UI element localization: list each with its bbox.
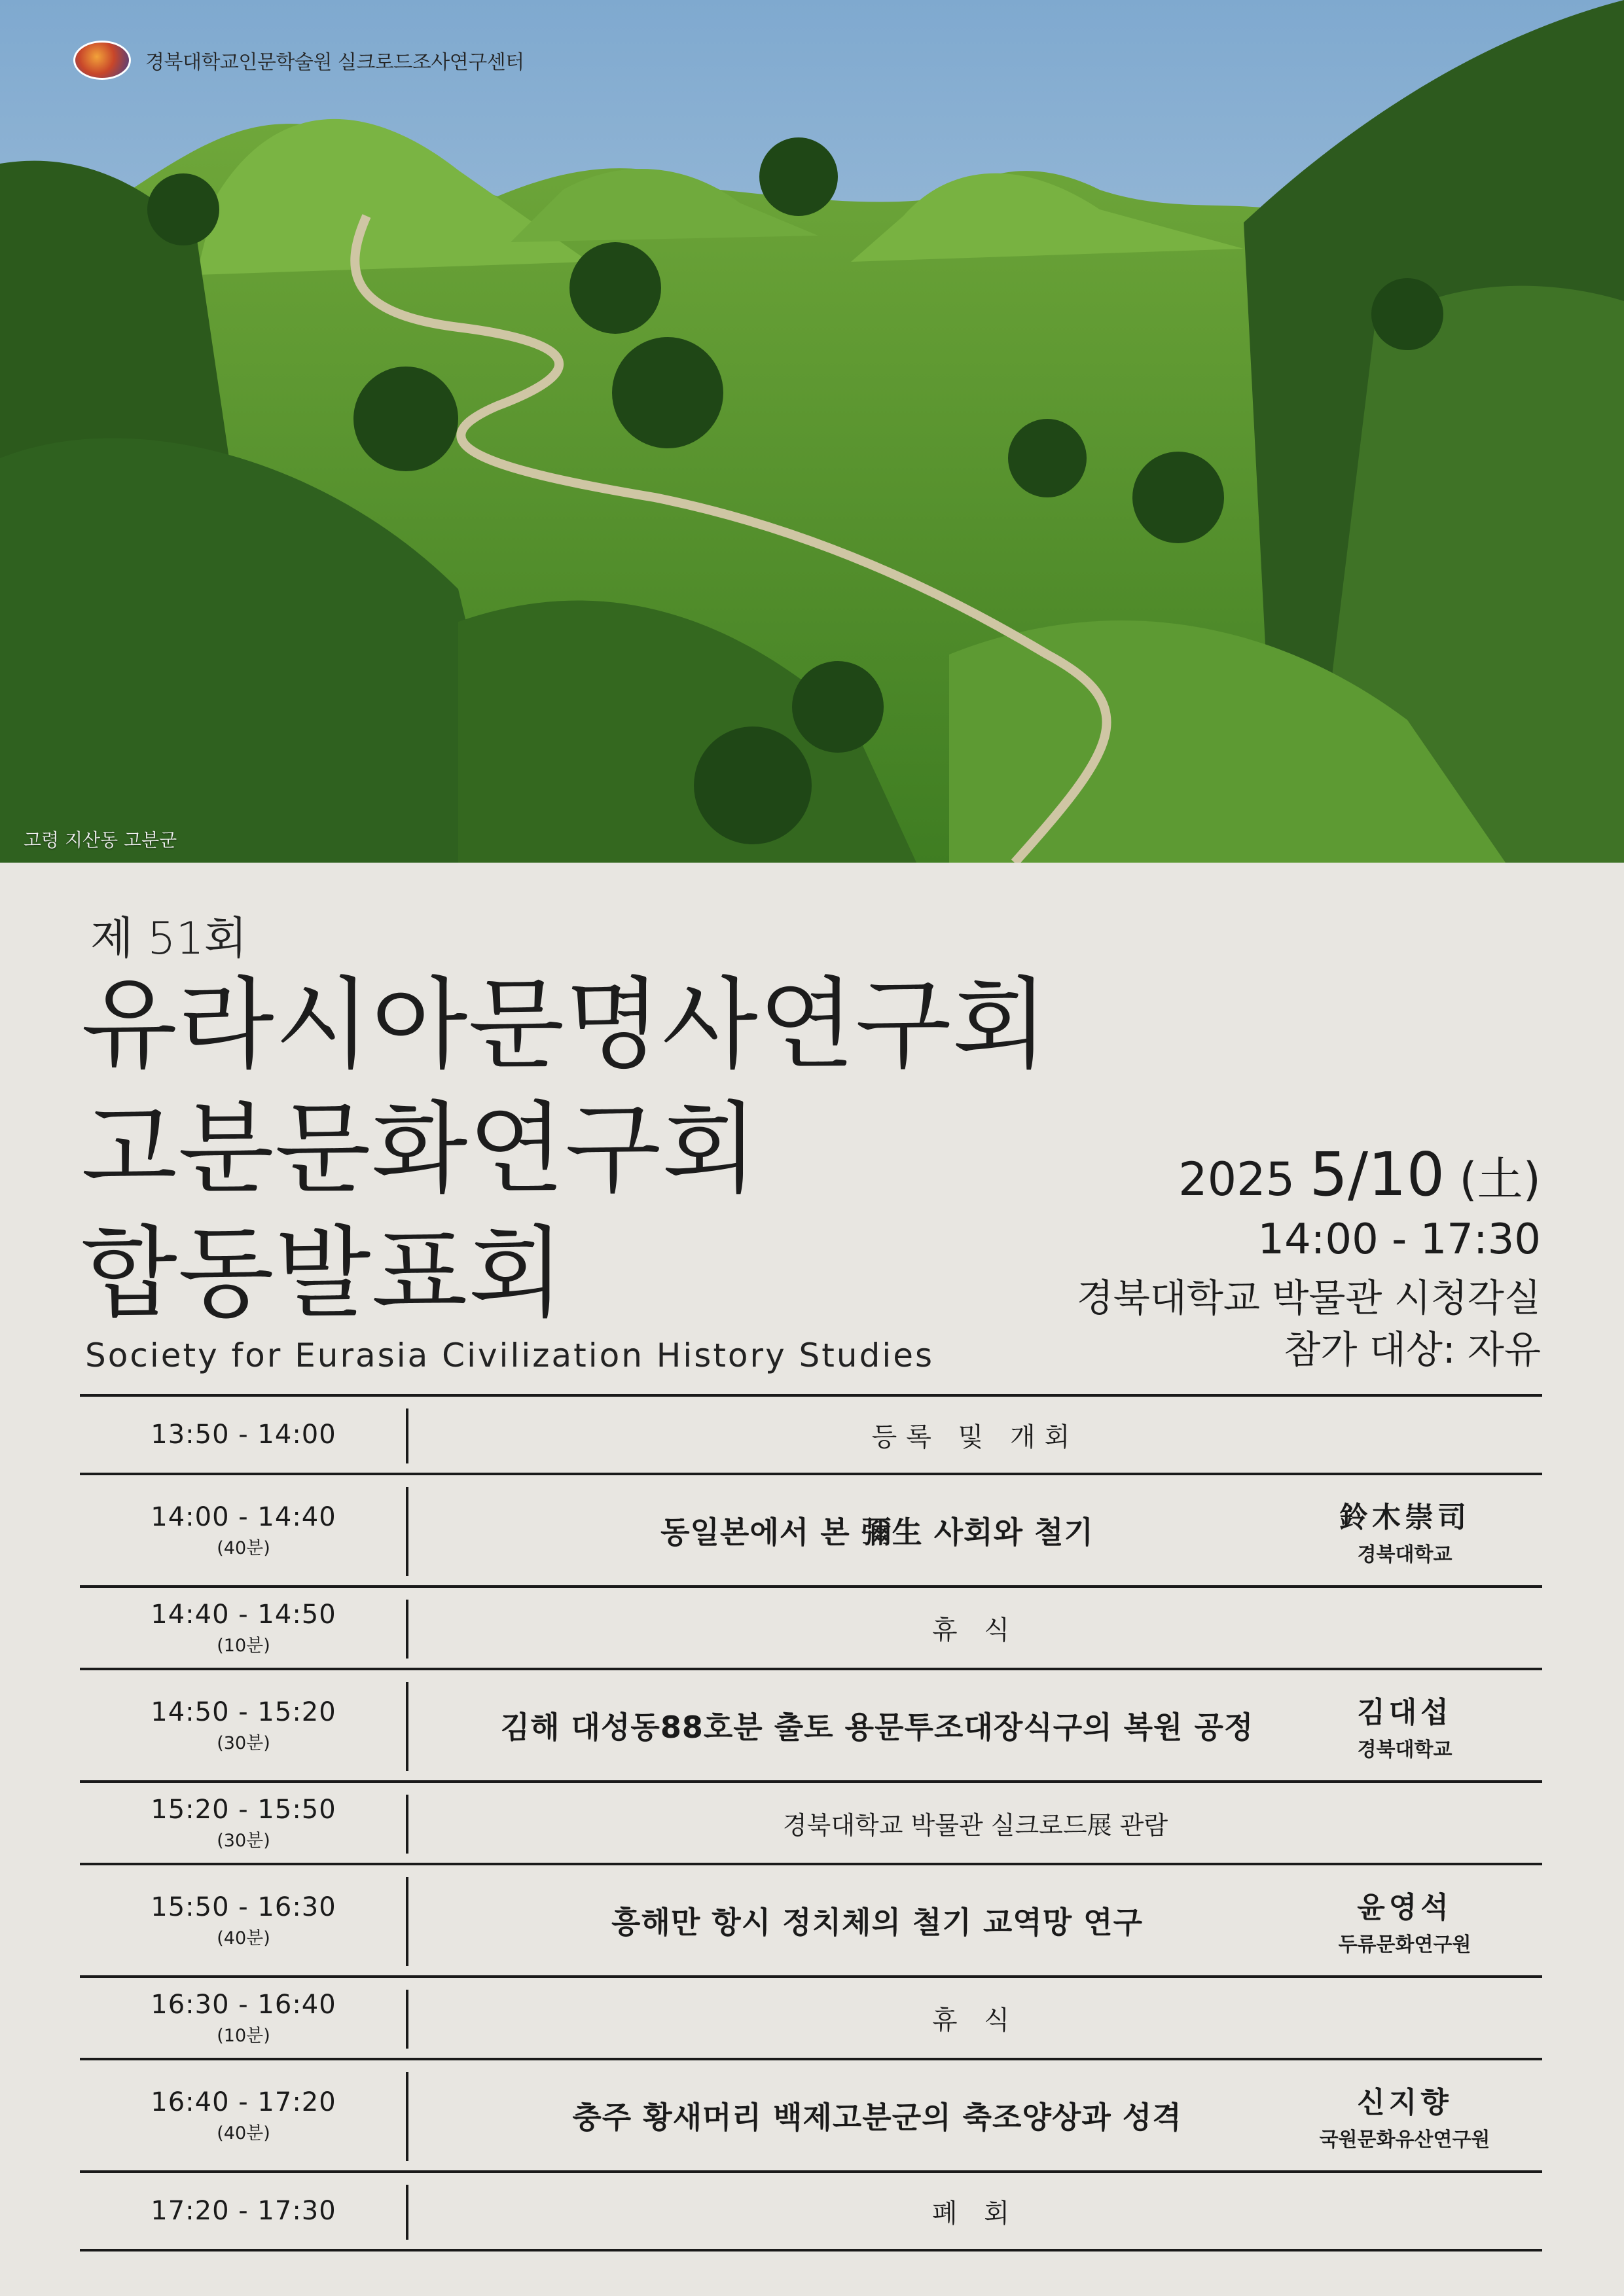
time-cell [80,1588,407,1668]
time-range: 14:50 - 15:20 [151,1696,336,1727]
event-weekday: (土) [1459,1153,1541,1206]
content-cell [408,2173,1542,2249]
speaker [1287,2060,1523,2170]
content-cell [408,1588,1542,1668]
header-photo [0,0,1624,863]
duration: (10분) [217,2025,270,2046]
duration: (10분) [217,1635,270,1656]
schedule-row [80,2170,1542,2251]
program-label: 휴 식 [932,1615,1019,1645]
content-cell [408,1783,1542,1863]
time-range: 14:40 - 14:50 [151,1599,336,1630]
content-center [408,1475,1346,1585]
event-day: 5/10 [1309,1139,1445,1210]
speaker-affiliation: 국원문화유산연구원 [1319,2128,1490,2151]
talk-title: 충주 황새머리 백제고분군의 축조양상과 성격 [572,2100,1182,2135]
speaker-name: 신지향 [1357,2086,1453,2119]
speaker-affiliation: 경북대학교 [1357,1738,1453,1761]
english-subtitle: Society for Eurasia Civilization History Studies [85,1336,935,1374]
schedule-row [80,2058,1542,2170]
time-cell [80,1783,407,1863]
talk-title: 김해 대성동88호분 출토 용문투조대장식구의 복원 공정 [500,1710,1254,1745]
program-label: 경북대학교 박물관 실크로드展 관람 [782,1810,1168,1840]
content-cell [408,1397,1542,1473]
content-cell [408,1865,1542,1975]
duration: (40분) [217,1537,270,1558]
content-center [408,1397,1542,1473]
photo-caption: 고령 지산동 고분군 [24,829,177,851]
program-label: 등록 및 개회 [871,1422,1079,1452]
talk-title: 동일본에서 본 彌生 사회와 철기 [660,1515,1094,1550]
duration: (40분) [217,2123,270,2144]
time-range: 16:30 - 16:40 [151,1989,336,2020]
program-label: 폐 회 [932,2198,1019,2229]
speaker-affiliation: 경북대학교 [1357,1543,1453,1566]
time-range: 16:40 - 17:20 [151,2087,336,2117]
program-label: 휴 식 [932,2005,1019,2036]
schedule-row [80,1585,1542,1668]
time-cell [80,1865,407,1975]
organization-name: 경북대학교인문학술원 실크로드조사연구센터 [145,51,524,74]
speaker-name: 鈴木崇司 [1339,1501,1470,1534]
duration: (30분) [217,1732,270,1753]
content-center [408,1670,1346,1780]
time-cell [80,1978,407,2058]
session-number: 제 51회 [90,913,247,965]
time-range: 15:20 - 15:50 [151,1794,336,1825]
event-audience: 참가 대상: 자유 [1284,1327,1541,1372]
content-center [408,1588,1542,1668]
event-time: 14:00 - 17:30 [1257,1215,1541,1265]
schedule-row [80,1668,1542,1780]
speaker [1287,1865,1523,1975]
event-year: 2025 [1178,1153,1295,1206]
title-line-3: 합동발표회 [81,1215,566,1331]
speaker-affiliation: 두류문화연구원 [1338,1933,1471,1956]
title-line-2: 고분문화연구회 [81,1091,759,1207]
content-center [408,1978,1542,2058]
time-cell [80,1475,407,1585]
time-cell [80,2060,407,2170]
time-range: 15:50 - 16:30 [151,1892,336,1922]
talk-title: 흥해만 항시 정치체의 철기 교역망 연구 [611,1905,1144,1940]
organization-header [73,41,524,80]
speaker [1287,1670,1523,1780]
schedule-row [80,1394,1542,1473]
content-center [408,1865,1346,1975]
title-line-1: 유라시아문명사연구회 [81,967,1049,1083]
schedule-table [80,1394,1542,2251]
schedule-row [80,1780,1542,1863]
duration: (30분) [217,1830,270,1851]
event-info [1077,1139,1541,1375]
time-range: 13:50 - 14:00 [151,1420,336,1450]
content-center [408,2060,1346,2170]
time-cell [80,1670,407,1780]
content-center [408,1783,1542,1863]
event-date [1077,1139,1541,1211]
time-cell [80,2173,407,2249]
schedule-row [80,1473,1542,1585]
tumuli-landscape-image [0,0,1624,863]
speaker [1287,1475,1523,1585]
schedule-row [80,1863,1542,1975]
time-cell [80,1397,407,1473]
content-cell [408,2060,1542,2170]
duration: (40분) [217,1928,270,1948]
institute-logo-icon [73,41,131,80]
speaker-name: 윤영석 [1357,1891,1453,1924]
time-range: 17:20 - 17:30 [151,2196,336,2226]
speaker-name: 김대섭 [1357,1696,1453,1729]
content-cell [408,1978,1542,2058]
event-venue: 경북대학교 박물관 시청각실 [1076,1276,1541,1321]
schedule-row [80,1975,1542,2058]
time-range: 14:00 - 14:40 [151,1501,336,1532]
content-center [408,2173,1542,2249]
content-cell [408,1670,1542,1780]
content-cell [408,1475,1542,1585]
